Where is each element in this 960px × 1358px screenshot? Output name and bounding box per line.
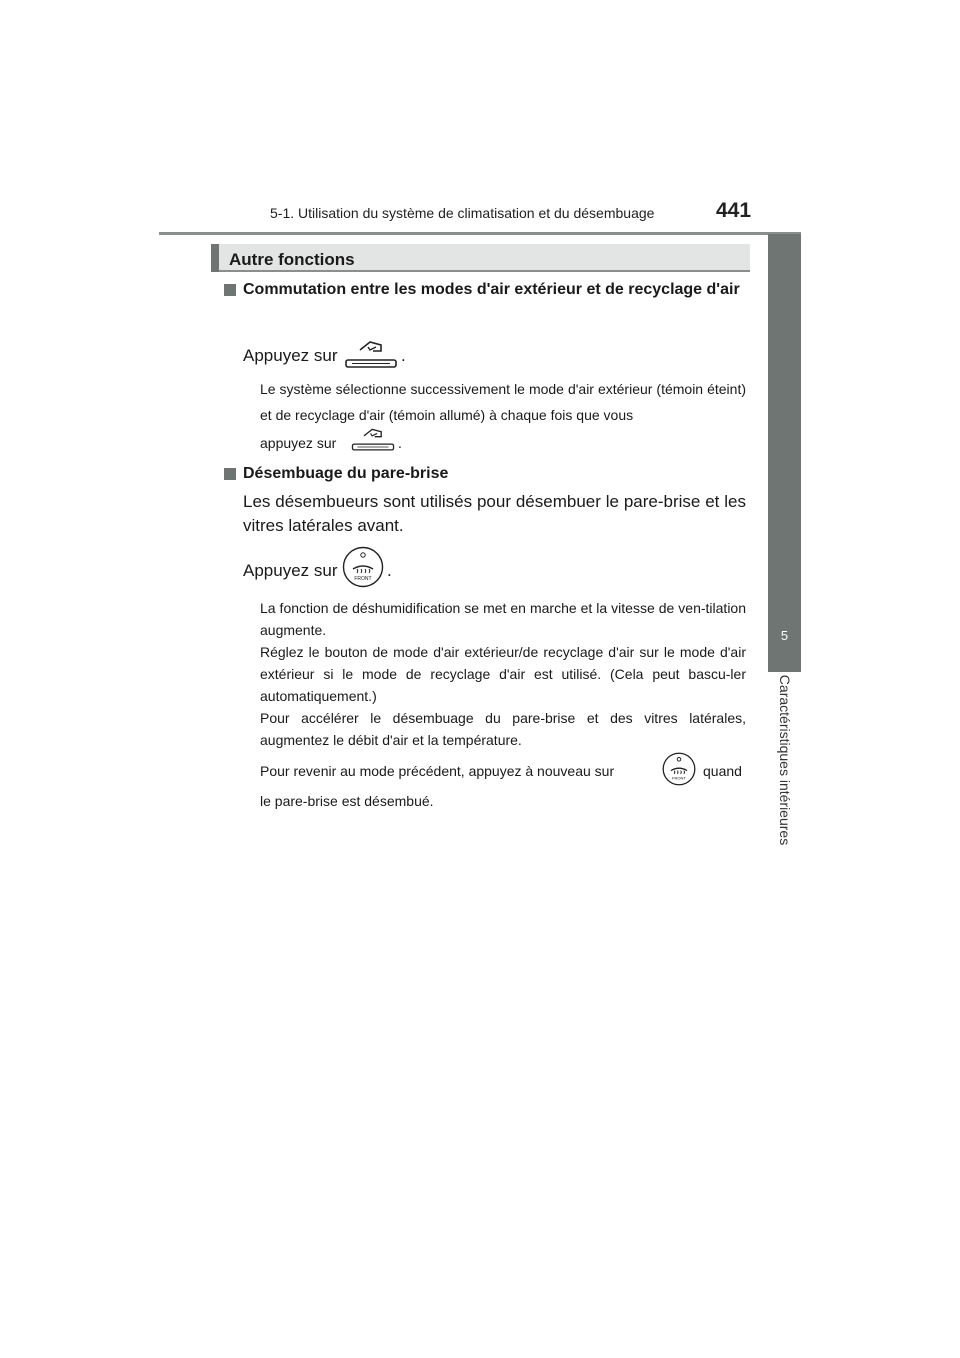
defrost-description: Les désembueurs sont utilisés pour désembuer le pare-brise et les vitres latérales avant. bbox=[243, 492, 746, 535]
air-recirculation-icon bbox=[350, 425, 396, 455]
note-air-mode-tail: appuyez sur bbox=[260, 435, 337, 451]
note-return-end: le pare-brise est désembué. bbox=[260, 793, 434, 809]
section-heading-rule bbox=[219, 270, 750, 272]
note-speed-up: Pour accélérer le désembuage du pare-brise et des vitres latérales, augmentez le débit d'air et la température. bbox=[260, 710, 746, 748]
front-icon-label: FRONT bbox=[672, 775, 686, 781]
note-air-mode-switch: Réglez le bouton de mode d'air extérieur/de recyclage d'air sur le mode d'air extérieur si le mode de recyclage d'air est utilisé. (Cela peut bascu-ler automatiquement.) bbox=[260, 644, 746, 704]
front-defroster-icon bbox=[662, 752, 696, 786]
chapter-side-label: Caractéristiques intérieures bbox=[777, 674, 793, 846]
note-return-start: Pour revenir au mode précédent, appuyez à nouveau sur bbox=[260, 763, 615, 779]
chapter-side-tab bbox=[768, 234, 801, 672]
front-icon-label: FRONT bbox=[354, 576, 372, 582]
front-defroster-icon bbox=[342, 546, 384, 588]
note-air-mode: Le système sélectionne successivement le mode d'air extérieur (témoin éteint) et de recyclage d'air (témoin allumé) à chaque fois que vous bbox=[260, 381, 746, 423]
section-heading bbox=[211, 244, 750, 272]
topic-bullet bbox=[224, 468, 236, 480]
topic-title-air-mode: Commutation entre les modes d'air extérieur et de recyclage d'air bbox=[243, 281, 740, 298]
section-title: Autre fonctions bbox=[229, 250, 355, 269]
press-instruction: Appuyez sur bbox=[243, 346, 338, 365]
air-recirculation-icon bbox=[343, 337, 399, 373]
header-divider bbox=[159, 232, 801, 235]
page-number: 441 bbox=[716, 199, 752, 222]
note-dehumidification: La fonction de déshumidification se met en marche et la vitesse de ven-tilation augmente. bbox=[260, 600, 746, 638]
press-period: . bbox=[401, 346, 406, 365]
press-period: . bbox=[387, 561, 392, 580]
press-instruction: Appuyez sur bbox=[243, 561, 338, 580]
topic-bullet bbox=[224, 284, 236, 296]
chapter-header: 5-1. Utilisation du système de climatisation et du désembuage bbox=[270, 205, 655, 221]
note-air-mode-period: . bbox=[398, 435, 402, 451]
note-return-mid: quand bbox=[703, 763, 742, 779]
topic-title-defrost: Désembuage du pare-brise bbox=[243, 465, 449, 482]
chapter-tab-number: 5 bbox=[780, 628, 789, 643]
